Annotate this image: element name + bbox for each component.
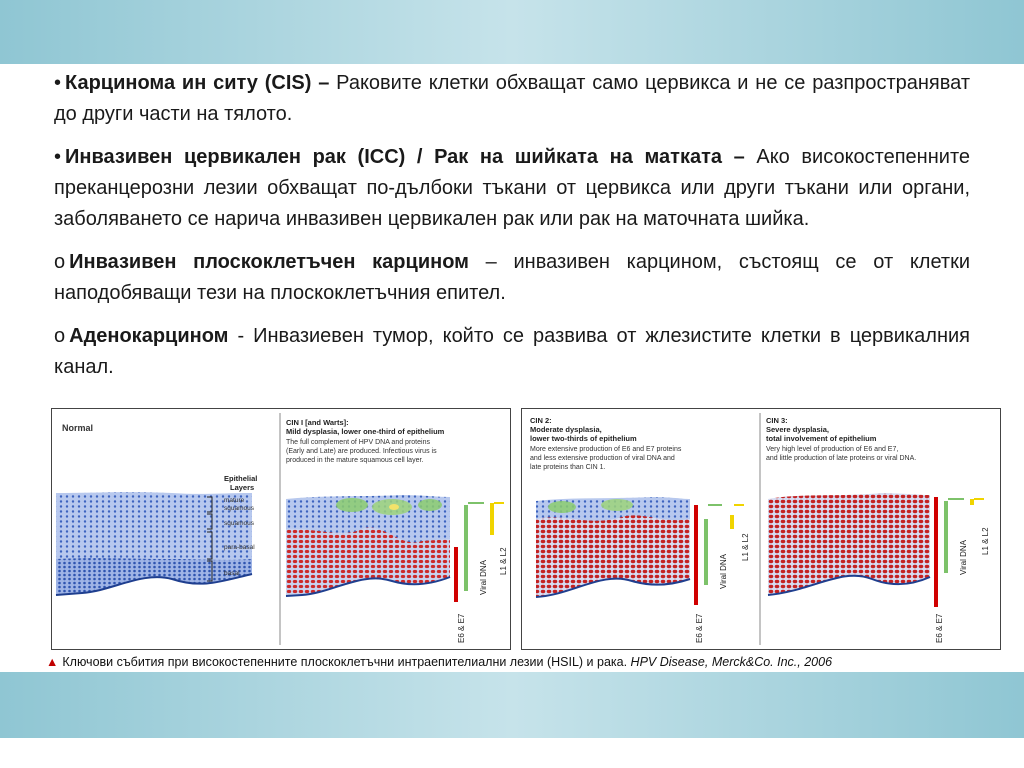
l1l2-label: L1 & L2 [981,527,990,555]
footer-band [0,672,1024,738]
cin2-subtitle-2: lower two-thirds of epithelium [530,434,637,443]
viral-dna-bar [944,501,948,573]
viral-dna-bar [704,519,708,585]
koilocyte-cluster [548,501,576,513]
e6e7-label: E6 & E7 [457,613,466,643]
cin3-title: CIN 3: [766,416,788,425]
definition-squamous: – инвазивен карцином, състоящ се от клетки наподобяващи тези на плоскоклетъчния епител. [54,251,971,304]
figure-left-svg [52,409,510,649]
cin1-desc-2: (Early and Late) are produced. Infectious virus is [286,448,437,455]
layer-mature: mature [224,497,245,504]
bullet-marker: o [54,325,66,347]
l1l2-label: L1 & L2 [741,533,750,561]
term-cis: Карцинома ин ситу (CIS) – [65,72,330,94]
viral-dna-label: Viral DNA [959,540,968,575]
l1l2-bar [970,499,974,505]
bullet-marker: • [54,72,62,94]
layer-squamous: squamous [224,520,254,527]
l1l2-label: L1 & L2 [499,547,508,575]
definition-icc: Ако високостепенните преканцерозни лезии обхващат по-дълбоки тъкани от цервикса или други тъкани или органи, заболяването се нарича инвазивен цервикален рак или рак на маточната шийка. [54,146,970,230]
figure-cin2-cin3 [521,408,1001,650]
normal-label: Normal [62,423,94,433]
cin3-subtitle-2: total involvement of epithelium [766,434,877,443]
definition-cis: Раковите клетки обхващат само цервикса и не се разпространяват до други части на тялото. [54,72,970,125]
e6e7-bar [694,505,698,605]
cin3-subtitle: Severe dysplasia, [766,425,829,434]
caption-source: HPV Disease, Merck&Co. Inc., 2006 [630,655,833,669]
koilocyte-cluster [336,498,368,512]
layer-mature-2: squamous [224,505,254,512]
bullet-marker: • [54,146,62,168]
text-content [54,68,970,395]
bullet-marker: o [54,251,66,273]
caption-triangle-icon: ▲ [46,655,59,669]
l1l2-bar [730,515,734,529]
cin2-subtitle: Moderate dysplasia, [530,425,602,434]
cin3-dysplasia-cells [768,493,930,595]
virion-spot [389,504,399,510]
layer-basal: basal [224,570,240,577]
paragraph-squamous [54,247,970,309]
paragraph-adeno [54,321,970,383]
koilocyte-cluster [418,499,442,511]
viral-dna-bar [464,505,468,591]
cin2-desc-3: late proteins than CIN 1. [530,464,606,471]
layers-title-2: Layers [230,483,255,492]
paragraph-icc [54,142,970,235]
cin2-desc-1: More extensive production of E6 and E7 proteins [530,446,682,453]
cin3-desc-2: and little production of late proteins or viral DNA. [766,455,917,462]
paragraph-cis [54,68,970,130]
e6e7-bar [934,497,938,607]
figure-caption [46,655,832,669]
cin2-title: CIN 2: [530,416,552,425]
figure-right-svg [522,409,1000,649]
header-band [0,0,1024,64]
viral-dna-label: Viral DNA [479,560,488,595]
l1l2-bar [490,503,494,535]
term-adeno: Аденокарцином [69,325,229,347]
cin2-desc-2: and less extensive production of viral DNA and [530,455,675,462]
cin1-desc-1: The full complement of HPV DNA and proteins [286,439,430,446]
e6e7-label: E6 & E7 [695,613,704,643]
e6e7-label: E6 & E7 [935,613,944,643]
term-icc: Инвазивен цервикален рак (ICC) / Рак на шийката на матката – [65,146,745,168]
cin3-desc-1: Very high level of production of E6 and E7, [766,446,899,453]
layer-parabasal: para-basal [224,544,255,551]
cin1-desc-3: produced in the mature squamous cell layer. [286,457,424,464]
cin1-subtitle: Mild dysplasia, lower one-third of epithelium [286,427,445,436]
layers-title: Epithelial [224,474,258,483]
definition-adeno: - Инвазиевен тумор, който се развива от жлезистите клетки в цервикалния канал. [54,325,970,378]
figure-normal-cin1 [51,408,511,650]
e6e7-bar [454,547,458,602]
koilocyte-cluster [601,499,633,511]
caption-text: Ключови събития при високостепенните плоскоклетъчни интраепителиални лезии (HSIL) и рака. [62,655,628,669]
viral-dna-label: Viral DNA [719,554,728,589]
cin1-title: CIN I [and Warts]: [286,418,349,427]
term-squamous: Инвазивен плоскоклетъчен карцином [69,251,469,273]
